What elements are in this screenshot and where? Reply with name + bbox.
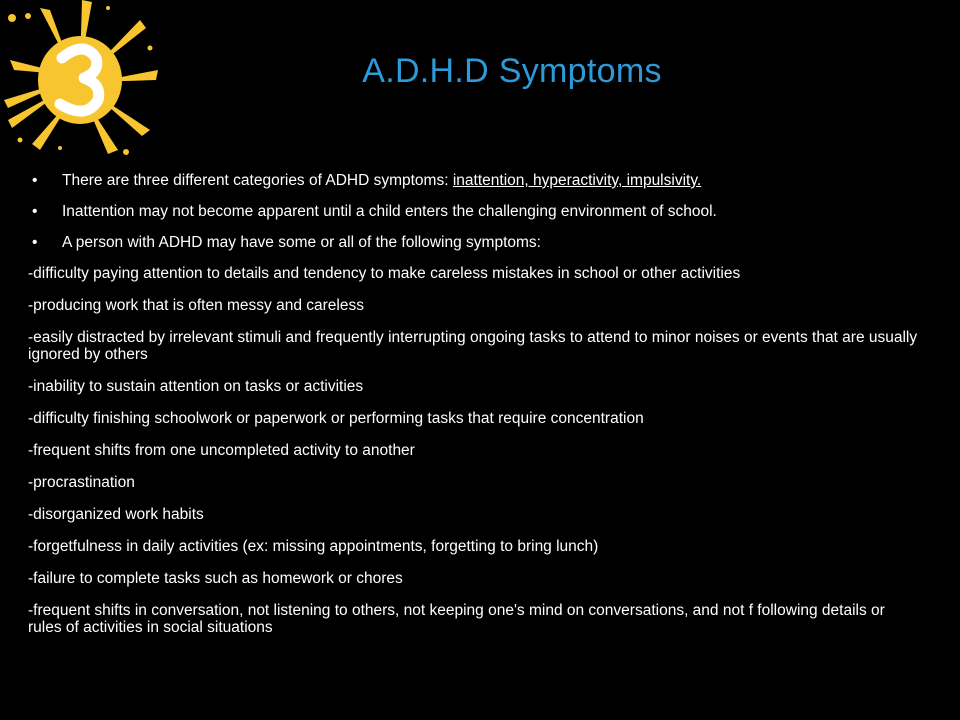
bullet-intro-symptoms-text: A person with ADHD may have some or all of the following symptoms:: [62, 234, 541, 251]
symptom-item: -easily distracted by irrelevant stimuli and frequently interrupting ongoing tasks to attend to minor noises or events that are usually ignored by others: [28, 329, 918, 363]
slide-content: [28, 172, 918, 651]
bullet-inattention-text: Inattention may not become apparent until a child enters the challenging environment of school.: [62, 203, 717, 220]
symptom-item: -failure to complete tasks such as homework or chores: [28, 570, 403, 587]
symptom-list: [28, 265, 918, 636]
symptom-item: -inability to sustain attention on tasks or activities: [28, 378, 364, 395]
symptom-item: -disorganized work habits: [28, 506, 204, 523]
bullet-list: [28, 172, 918, 251]
symptom-item: -frequent shifts in conversation, not listening to others, not keeping one's mind on conversations, and not f following details or rules of activities in social situations: [28, 602, 885, 636]
symptom-item: -difficulty finishing schoolwork or paperwork or performing tasks that require concentration: [28, 410, 644, 427]
slide-title: A.D.H.D Symptoms: [362, 52, 662, 90]
bullet-inattention: [28, 203, 918, 220]
bullet-dot: •: [32, 203, 38, 220]
symptom-item: -procrastination: [28, 474, 135, 491]
bullet-categories-text: There are three different categories of ADHD symptoms:: [62, 172, 453, 189]
bullet-intro-symptoms: [28, 234, 918, 251]
bullet-categories: [28, 172, 918, 189]
symptom-categories-underlined: inattention, hyperactivity, impulsivity.: [452, 172, 702, 189]
symptom-item: -forgetfulness in daily activities (ex: missing appointments, forgetting to bring lunch): [28, 538, 599, 555]
symptom-item: -producing work that is often messy and careless: [28, 297, 364, 314]
symptom-item: -frequent shifts from one uncompleted activity to another: [28, 442, 415, 459]
bullet-dot: •: [32, 172, 38, 189]
symptom-item: -difficulty paying attention to details and tendency to make careless mistakes in school or other activities: [28, 265, 741, 282]
bullet-dot: •: [32, 234, 38, 251]
